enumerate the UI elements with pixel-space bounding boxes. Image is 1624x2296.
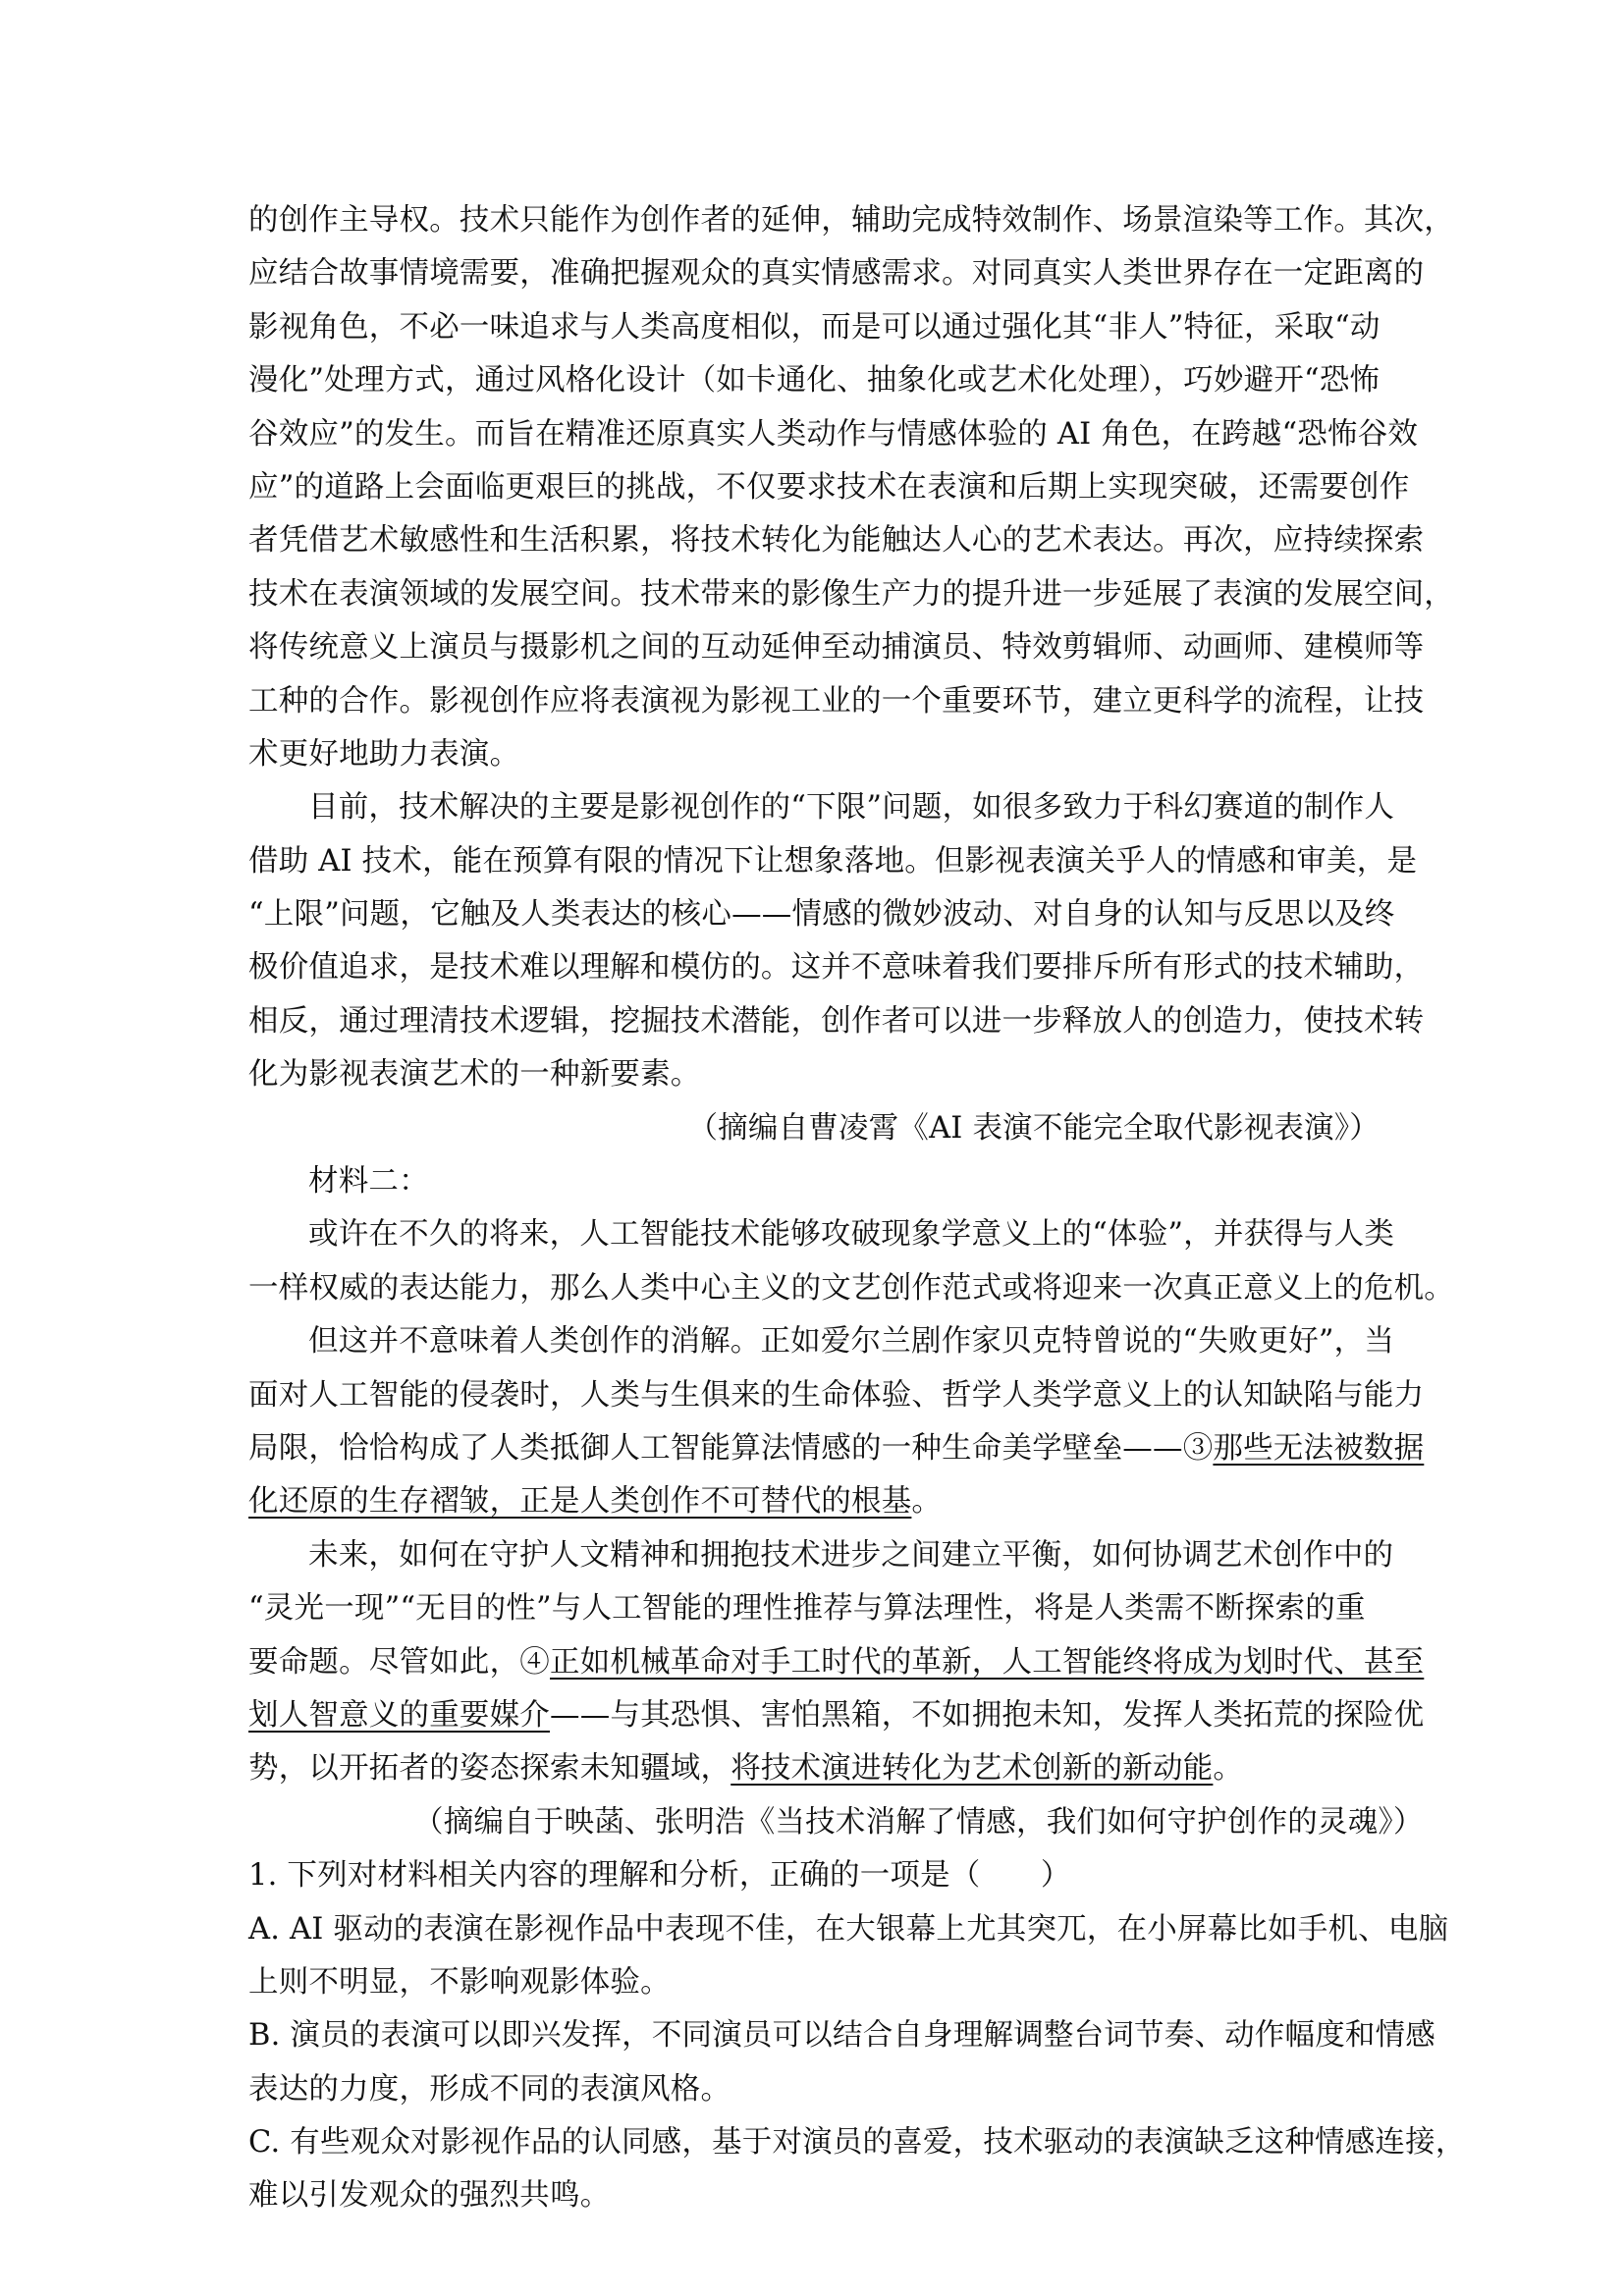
underlined-sentence-3-cont: 化还原的生存褶皱，正是人类创作不可替代的根基 xyxy=(248,1484,912,1520)
text-line: 将传统意义上演员与摄影机之间的互动延伸至动捕演员、特效剪辑师、动画师、建模师等 xyxy=(248,630,1425,666)
text-line: 一样权威的表达能力，那么人类中心主义的文艺创作范式或将迎来一次真正意义上的危机。 xyxy=(248,1270,1454,1306)
text-line: 工种的合作。影视创作应将表演视为影视工业的一个重要环节，建立更科学的流程，让技 xyxy=(248,683,1425,719)
underlined-sentence-4-cont: 划人智意义的重要媒介 xyxy=(248,1697,550,1733)
text-line: 或许在不久的将来，人工智能技术能够攻破现象学意义上的“体验”，并获得与人类 xyxy=(308,1217,1395,1253)
text-line: 应”的道路上会面临更艰巨的挑战，不仅要求技术在表演和后期上实现突破，还需要创作 xyxy=(248,469,1410,505)
text-line: 但这并不意味着人类创作的消解。正如爱尔兰剧作家贝克特曾说的“失败更好”，当 xyxy=(308,1324,1395,1360)
plain-text: 势，以开拓者的姿态探索未知疆域， xyxy=(248,1751,731,1787)
text-line: 未来，如何在守护人文精神和拥抱技术进步之间建立平衡，如何协调艺术创作中的 xyxy=(308,1537,1394,1573)
option-text: A. AI 驱动的表演在影视作品中表现不佳，在大银幕上尤其突兀，在小屏幕比如手机、电脑 xyxy=(248,1911,1449,1947)
question-stem: 1. 下列对材料相关内容的理解和分析，正确的一项是（ ） xyxy=(248,1858,1071,1894)
text-line: 应结合故事情境需要，准确把握观众的真实情感需求。对同真实人类世界存在一定距离的 xyxy=(248,256,1425,292)
text-line: 技术在表演领域的发展空间。技术带来的影像生产力的提升进一步延展了表演的发展空间， xyxy=(248,576,1454,612)
option-text: 上则不明显，不影响观影体验。 xyxy=(248,1964,671,2000)
option-text: B. 演员的表演可以即兴发挥，不同演员可以结合自身理解调整台词节奏、动作幅度和情感 xyxy=(248,2018,1436,2054)
option-c xyxy=(248,2116,1466,2223)
option-text: 难以引发观众的强烈共鸣。 xyxy=(248,2178,611,2214)
plain-text: 局限，恰恰构成了人类抵御人工智能算法情感的一种生命美学壁垒——③ xyxy=(248,1430,1214,1466)
plain-text: 。 xyxy=(911,1484,943,1520)
text-line: 借助 AI 技术，能在预算有限的情况下让想象落地。但影视表演关乎人的情感和审美，是 xyxy=(248,843,1418,879)
text-line: 漫化”处理方式，通过风格化设计（如卡通化、抽象化或艺术化处理），巧妙避开“恐怖 xyxy=(248,363,1380,399)
text-line xyxy=(248,1689,1425,1742)
paragraph-continuation xyxy=(248,194,1454,781)
paragraph-wei-lai xyxy=(248,1529,1425,1796)
text-line: 极价值追求，是技术难以理解和模仿的。这并不意味着我们要排斥所有形式的技术辅助， xyxy=(248,950,1425,986)
text-line xyxy=(248,1636,1425,1689)
text-line: 术更好地助力表演。 xyxy=(248,736,520,772)
material-two-label: 材料二： xyxy=(308,1164,429,1200)
text-line xyxy=(248,1422,1425,1475)
paragraph-dan-zhe xyxy=(248,1315,1425,1529)
underlined-sentence-4: 正如机械革命对手工时代的革新，人工智能终将成为划时代、甚至 xyxy=(550,1644,1425,1680)
paragraph-huo-xu xyxy=(248,1208,1454,1315)
option-a xyxy=(248,1903,1449,2010)
text-line xyxy=(248,1742,1380,1795)
question-1 xyxy=(248,1849,1466,2223)
text-line: 相反，通过理清技术逻辑，挖掘技术潜能，创作者可以进一步释放人的创造力，使技术转 xyxy=(248,1003,1425,1039)
underlined-phrase: 将技术演进转化为艺术创新的新动能 xyxy=(731,1751,1214,1787)
text-line: 的创作主导权。技术只能作为创作者的延伸，辅助完成特效制作、场景渲染等工作。其次， xyxy=(248,203,1454,238)
plain-text: 要命题。尽管如此，④ xyxy=(248,1644,550,1680)
text-line: 者凭借艺术敏感性和生活积累，将技术转化为能触达人心的艺术表达。再次，应持续探索 xyxy=(248,523,1425,559)
option-text: 表达的力度，形成不同的表演风格。 xyxy=(248,2071,731,2107)
source-citation-2: （摘编自于映菡、张明浩《当技术消解了情感，我们如何守护创作的灵魂》） xyxy=(413,1804,1424,1840)
paragraph-mu-qian xyxy=(248,781,1425,1101)
underlined-sentence-3: 那些无法被数据 xyxy=(1213,1430,1425,1466)
text-line: 面对人工智能的侵袭时，人类与生俱来的生命体验、哲学人类学意义上的认知缺陷与能力 xyxy=(248,1377,1425,1413)
reading-passage xyxy=(248,194,1466,2223)
text-line: 谷效应”的发生。而旨在精准还原真实人类动作与情感体验的 AI 角色，在跨越“恐怖谷效 xyxy=(248,416,1419,452)
text-line xyxy=(248,1475,1380,1528)
text-line: “上限”问题，它触及人类表达的核心——情感的微妙波动、对自身的认知与反思以及终 xyxy=(248,897,1395,933)
plain-text: ——与其恐惧、害怕黑箱，不如拥抱未知，发挥人类拓荒的探险优 xyxy=(550,1697,1425,1733)
option-text: C. 有些观众对影视作品的认同感，基于对演员的喜爱，技术驱动的表演缺乏这种情感连接， xyxy=(248,2125,1466,2161)
option-b xyxy=(248,2009,1436,2116)
plain-text: 。 xyxy=(1213,1751,1244,1787)
source-citation-1: （摘编自曹凌霄《AI 表演不能完全取代影视表演》） xyxy=(687,1110,1380,1146)
text-line: 影视角色，不必一味追求与人类高度相似，而是可以通过强化其“非人”特征，采取“动 xyxy=(248,309,1380,345)
text-line: “灵光一现”“无目的性”与人工智能的理性推荐与算法理性，将是人类需不断探索的重 xyxy=(248,1591,1366,1627)
text-line: 化为影视表演艺术的一种新要素。 xyxy=(248,1057,701,1093)
text-line: 目前，技术解决的主要是影视创作的“下限”问题，如很多致力于科幻赛道的制作人 xyxy=(308,790,1395,826)
